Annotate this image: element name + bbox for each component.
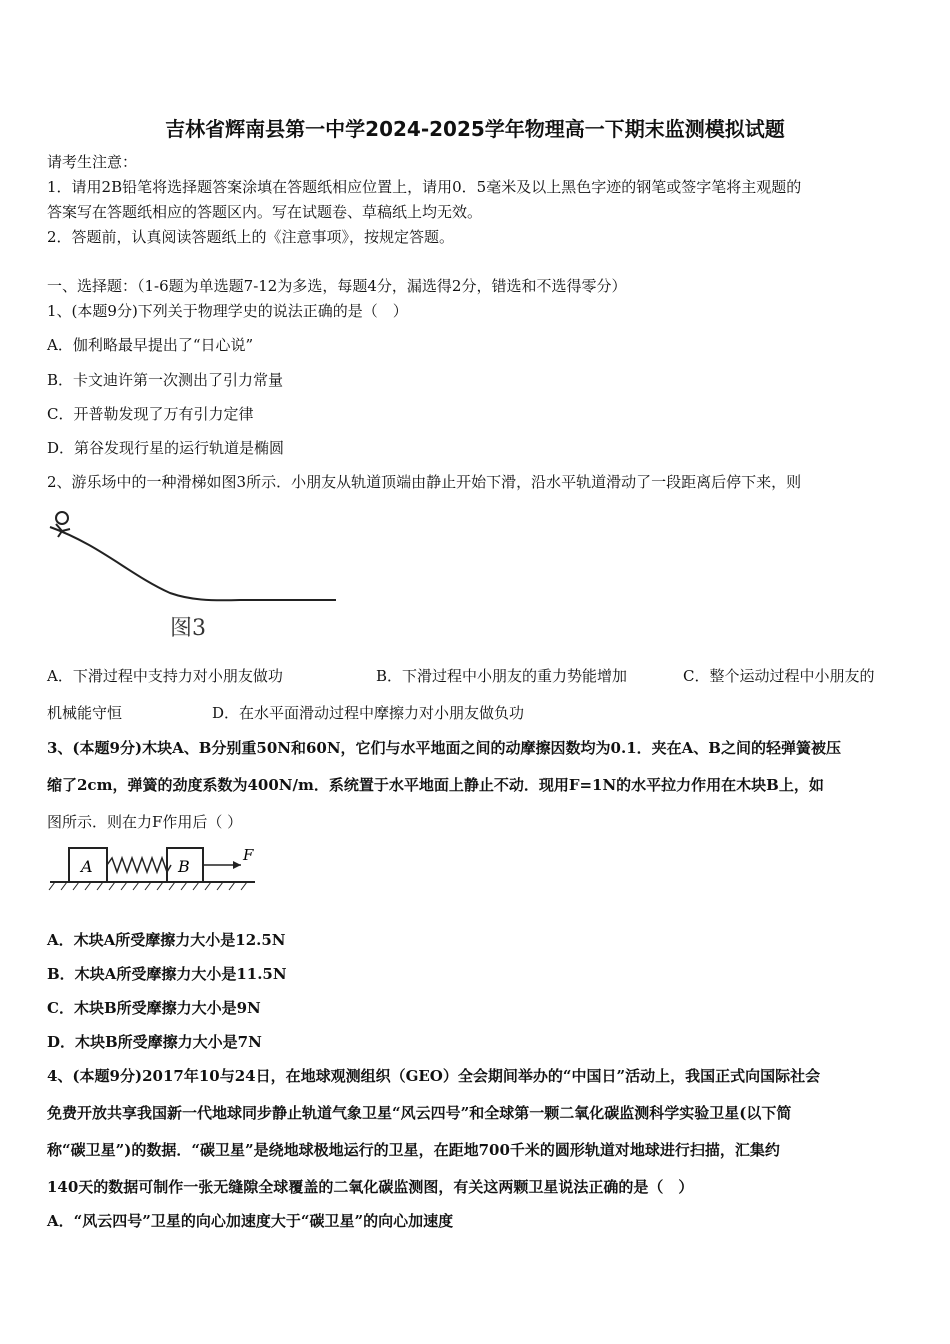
page-title: 吉林省辉南县第一中学2024-2025学年物理高一下期末监测模拟试题 [165, 117, 785, 141]
q3-option-c: C．木块B所受摩擦力大小是9N [47, 999, 261, 1017]
q1-option-a: A．伽利略最早提出了“日心说” [47, 336, 254, 354]
block-b-label: B [178, 857, 190, 876]
notice-line-2: 2．答题前，认真阅读答题纸上的《注意事项》，按规定答题。 [47, 228, 455, 246]
q3-stem-2: 缩了2cm，弹簧的劲度系数为400N/m．系统置于水平地面上静止不动．现用F=1N的水平拉力作用在木块B上，如 [47, 776, 824, 794]
section-heading: 一、选择题：（1-6题为单选题7-12为多选，每题4分，漏选得2分，错选和不选得零分） [47, 277, 627, 295]
q3-stem-3: 图所示．则在力F作用后（ ） [47, 813, 243, 831]
slide-track [50, 527, 336, 600]
q1-option-b: B．卡文迪许第一次测出了引力常量 [47, 371, 284, 389]
ground-hatch [49, 882, 247, 890]
q3-option-b: B．木块A所受摩擦力大小是11.5N [47, 965, 287, 983]
q1-option-d: D．第谷发现行星的运行轨道是椭圆 [47, 439, 285, 457]
q4-stem-1: 4、(本题9分)2017年10与24日，在地球观测组织（GEO）全会期间举办的“中国日”活动上，我国正式向国际社会 [47, 1067, 821, 1085]
q3-stem-1: 3、(本题9分)木块A、B分别重50N和60N，它们与水平地面之间的动摩擦因数均为0.1．夹在A、B之间的轻弹簧被压 [47, 739, 841, 757]
q2-option-b: B．下滑过程中小朋友的重力势能增加 [376, 667, 628, 685]
notice-heading: 请考生注意： [47, 153, 138, 171]
figure-caption: 图3 [170, 616, 206, 641]
q2-stem: 2、游乐场中的一种滑梯如图3所示．小朋友从轨道顶端由静止开始下滑，沿水平轨道滑动了一段距离后停下来，则 [47, 473, 802, 491]
force-label: F [243, 846, 254, 864]
q2-option-d: D．在水平面滑动过程中摩擦力对小朋友做负功 [212, 704, 525, 722]
notice-line-1b: 答案写在答题纸相应的答题区内。写在试题卷、草稿纸上均无效。 [47, 203, 483, 221]
spring [107, 858, 171, 872]
q4-option-a: A．“风云四号”卫星的向心加速度大于“碳卫星”的向心加速度 [47, 1212, 454, 1230]
q2-option-c-continued: 机械能守恒 [47, 704, 123, 722]
slide-figure [40, 505, 350, 645]
q3-option-a: A．木块A所受摩擦力大小是12.5N [47, 931, 286, 949]
arrow-head-icon [233, 861, 241, 869]
block-a-label: A [81, 857, 93, 876]
spring-block-figure [45, 840, 265, 895]
q4-stem-2: 免费开放共享我国新一代地球同步静止轨道气象卫星“风云四号”和全球第一颗二氧化碳监测科学实验卫星(以下简 [47, 1104, 792, 1122]
q2-option-c: C．整个运动过程中小朋友的 [683, 667, 875, 685]
q2-option-a: A．下滑过程中支持力对小朋友做功 [47, 667, 283, 685]
q1-stem: 1、(本题9分)下列关于物理学史的说法正确的是（ ） [47, 302, 408, 320]
q1-option-c: C．开普勒发现了万有引力定律 [47, 405, 254, 423]
q4-stem-4: 140天的数据可制作一张无缝隙全球覆盖的二氧化碳监测图，有关这两颗卫星说法正确的是（ ） [47, 1178, 694, 1196]
q4-stem-3: 称“碳卫星”)的数据．“碳卫星”是绕地球极地运行的卫星，在距地700千米的圆形轨道对地球进行扫描，汇集约 [47, 1141, 780, 1159]
q3-option-d: D．木块B所受摩擦力大小是7N [47, 1033, 262, 1051]
child-head-icon [56, 512, 68, 524]
notice-line-1: 1．请用2B铅笔将选择题答案涂填在答题纸相应位置上，请用0．5毫米及以上黑色字迹的钢笔或签字笔将主观题的 [47, 178, 802, 196]
